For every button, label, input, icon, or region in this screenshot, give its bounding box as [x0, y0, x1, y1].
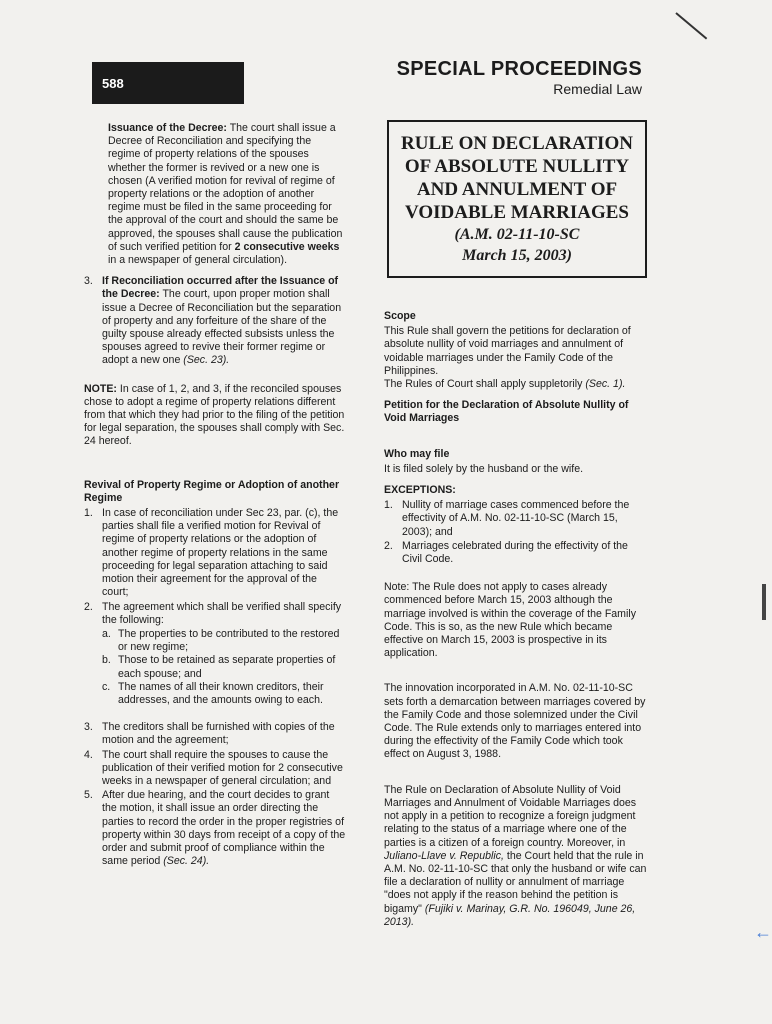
- list-text: The creditors shall be furnished with copies of the motion and the agreement;: [102, 721, 335, 747]
- list-text: The agreement which shall be verified shall specify the following:: [102, 600, 342, 626]
- scroll-edge-marker: [762, 584, 766, 620]
- rule-title-line: VOIDABLE MARRIAGES: [405, 202, 629, 223]
- note-heading: NOTE:: [84, 382, 117, 395]
- item3-heading: If Reconciliation occurred after the Issuance of the Decree:: [102, 275, 339, 301]
- rule-title-line: AND ANNULMENT OF: [416, 179, 618, 200]
- sub-item: [102, 654, 346, 680]
- sub-text: The properties to be contributed to the restored or new regime;: [118, 627, 340, 654]
- book-subtitle: Remedial Law: [553, 81, 642, 97]
- rule-title-line: OF ABSOLUTE NULLITY: [404, 156, 630, 177]
- right-column: [384, 310, 648, 937]
- petition-heading: Petition for the Declaration of Absolute Nullity of Void Marriages: [384, 399, 629, 425]
- list-number: 1.: [384, 499, 393, 512]
- list-number: 4.: [84, 748, 93, 761]
- list-number: 3.: [84, 275, 93, 288]
- list-item: [84, 507, 346, 599]
- foreign-body2: the Court held that the rule in A.M. No. 02-11-10-SC that only the husband or wife can file a declaration of nullity or annulment of marriage "does not apply if the reason behind the petition is bigamy": [384, 849, 647, 915]
- book-header: [397, 58, 642, 97]
- scope-body: This Rule shall govern the petitions for declaration of absolute nullity of void marriages and annulment of voidable marriages under the Family Code of the Philippines.: [384, 325, 631, 377]
- scope-paragraph: [384, 378, 648, 391]
- list-text: [102, 275, 346, 367]
- list-text: Marriages celebrated during the effectivity of the Civil Code.: [402, 539, 628, 566]
- issuance-end: in a newspaper of general circulation).: [108, 254, 288, 267]
- corner-scan-mark: [675, 12, 707, 39]
- list-number: 1.: [84, 507, 93, 520]
- list-number: 2.: [384, 539, 393, 552]
- list-number: 5.: [84, 789, 93, 802]
- rule-citation-line: March 15, 2003): [462, 247, 572, 264]
- rule-citation-line: (A.M. 02-11-10-SC: [454, 226, 580, 243]
- exceptions-heading: EXCEPTIONS:: [384, 484, 456, 497]
- note-paragraph: Note: The Rule does not apply to cases already commenced before March 15, 2003 although the marriage involved is within the coverage of the Family Code. This is so, as the new Rule which became effective on March 15, 2003 is prospective in its application.: [384, 581, 637, 660]
- item3-body: The court, upon proper motion shall issue a Decree of Reconciliation but the separation of property and any forfeiture of the share of the guilty spouse already effected subsists unless the spouses agreed to revive their former regime or adopt a new one: [102, 288, 342, 367]
- rule-title-box: [387, 120, 647, 278]
- list-item: [84, 601, 346, 627]
- foreign-cite: (Fujiki v. Marinay, G.R. No. 196049, June 26, 2013).: [384, 902, 636, 928]
- list-text: The court shall require the spouses to cause the publication of their verified motion for 2 consecutive weeks in a newspaper of general circulation; and: [102, 748, 343, 787]
- who-heading: Who may file: [384, 447, 450, 460]
- list-number: 2.: [84, 600, 93, 613]
- left-column: [84, 122, 346, 869]
- sub-item: [102, 681, 346, 707]
- item3-cite: (Sec. 23).: [183, 354, 230, 367]
- scope-body2: The Rules of Court shall apply suppletorily: [384, 378, 586, 391]
- revival-heading: Revival of Property Regime or Adoption of another Regime: [84, 478, 340, 504]
- foreign-case: Juliano-Llave v. Republic,: [384, 849, 504, 862]
- sub-text: Those to be retained as separate properties of each spouse; and: [118, 654, 336, 680]
- sub-letter: a.: [102, 627, 111, 640]
- list-number: 3.: [84, 721, 93, 734]
- arrow-left-icon[interactable]: ←: [754, 922, 772, 942]
- sub-letter: b.: [102, 654, 111, 667]
- list-item: [384, 540, 648, 566]
- list-item: [84, 275, 346, 367]
- sub-item: [102, 628, 346, 654]
- book-title: SPECIAL PROCEEDINGS: [396, 58, 642, 80]
- list-item: [84, 789, 346, 868]
- list-item: [384, 499, 648, 539]
- foreign-body: The Rule on Declaration of Absolute Nullity of Void Marriages and Annulment of Voidable Marriages does not apply in a petition to recognize a foreign judgment relating to the status of a marriage where one of the parties is a citizen of a foreign country. Moreover, in: [384, 783, 637, 849]
- list-item: [84, 721, 346, 747]
- issuance-paragraph: [108, 122, 346, 267]
- list-text: In case of reconciliation under Sec 23, par. (c), the parties shall file a verified motion for Revival of regime of property relations or the adoption of another regime of property relations in the same proceeding for legal separation attaching to said motion their agreement for the approval of the court;: [102, 507, 339, 599]
- rule-title-line: RULE ON DECLARATION: [401, 133, 633, 154]
- innovation-paragraph: The innovation incorporated in A.M. No. 02-11-10-SC sets forth a demarcation between marriages covered by the Family Code and those solemnized under the Civil Code. The Rule extends only to marriages entered into during the effectivity of the Family Code which took effect on August 3, 1988.: [384, 682, 646, 761]
- list-text: [102, 789, 346, 868]
- r5-body: After due hearing, and the court decides to grant the motion, it shall issue an order directing the parties to record the order in the proper registries of property within 30 days from receipt of a copy of the order and submit proof of compliance within the same period: [102, 789, 346, 868]
- r5-cite: (Sec. 24).: [163, 855, 210, 868]
- list-text: Nullity of marriage cases commenced before the effectivity of A.M. No. 02-11-10-SC (March 15, 2003); and: [402, 499, 630, 538]
- issuance-bold: 2 consecutive weeks: [234, 240, 340, 253]
- issuance-heading: Issuance of the Decree:: [108, 122, 227, 134]
- note-paragraph: [84, 383, 346, 449]
- scope-heading: Scope: [384, 310, 416, 322]
- list-item: [84, 749, 346, 789]
- foreign-judgment-paragraph: [384, 784, 648, 929]
- note-body: In case of 1, 2, and 3, if the reconciled spouses chose to adopt a regime of property relations different from that which they had prior to the filing of the petition for legal separation, the spouses shall comply with Sec. 24 hereof.: [84, 382, 345, 448]
- sub-text: The names of all their known creditors, their addresses, and the amounts owing to each.: [118, 680, 324, 706]
- page-number: 588: [102, 75, 124, 91]
- sub-letter: c.: [102, 680, 111, 693]
- issuance-body: The court shall issue a Decree of Reconciliation and specifying the regime of property relations of the spouses whether the former is revived or a new one is chosen (A verified motion for revival of regime of property relations or the adoption of another regime must be filed in the same proceeding for the approval of the court and should the same be approved, the spouses shall cause the publication of such verified petition for: [108, 122, 343, 253]
- who-body: It is filed solely by the husband or the wife.: [384, 462, 584, 475]
- page-number-tab: [92, 62, 244, 104]
- scope-cite: (Sec. 1).: [585, 378, 626, 391]
